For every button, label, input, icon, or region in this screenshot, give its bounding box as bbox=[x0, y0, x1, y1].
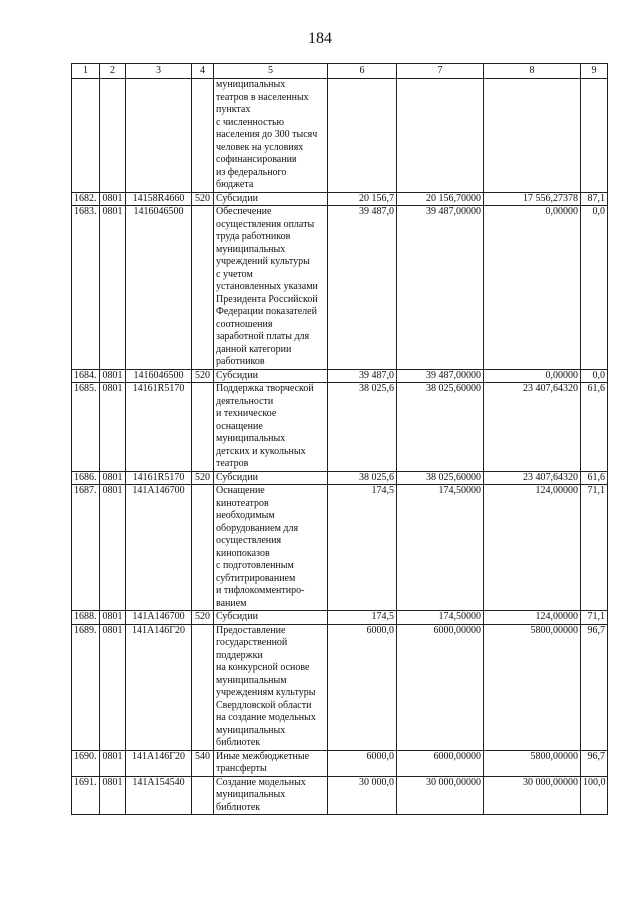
target-article-cell bbox=[126, 79, 192, 193]
expense-type-cell: 520 bbox=[192, 369, 214, 383]
executed-amount-cell: 23 407,64320 bbox=[484, 383, 581, 472]
expense-type-cell bbox=[192, 206, 214, 370]
header-row bbox=[72, 64, 608, 79]
header-cell: 3 bbox=[126, 64, 192, 79]
execution-percent-cell: 96,7 bbox=[581, 624, 608, 750]
planned-amount-cell bbox=[397, 79, 484, 193]
section-code-cell: 0801 bbox=[100, 471, 126, 485]
header-cell: 4 bbox=[192, 64, 214, 79]
approved-amount-cell: 174,5 bbox=[328, 611, 397, 625]
execution-percent-cell: 87,1 bbox=[581, 192, 608, 206]
target-article-cell: 14158R4660 bbox=[126, 192, 192, 206]
item-name-cell: Иные межбюджетные трансферты bbox=[214, 750, 328, 776]
approved-amount-cell: 20 156,7 bbox=[328, 192, 397, 206]
header-cell: 7 bbox=[397, 64, 484, 79]
row-number-cell: 1682. bbox=[72, 192, 100, 206]
header-cell: 8 bbox=[484, 64, 581, 79]
item-name-cell: Субсидии bbox=[214, 192, 328, 206]
planned-amount-cell: 38 025,60000 bbox=[397, 471, 484, 485]
planned-amount-cell: 38 025,60000 bbox=[397, 383, 484, 472]
row-number-cell: 1686. bbox=[72, 471, 100, 485]
section-code-cell: 0801 bbox=[100, 776, 126, 815]
header-cell: 2 bbox=[100, 64, 126, 79]
planned-amount-cell: 174,50000 bbox=[397, 611, 484, 625]
item-name-cell: Предоставление государственной поддержки на конкурсной основе муниципальным учреждениям культуры Свердловской области на создание модельных муниципальных библиотек bbox=[214, 624, 328, 750]
item-name-cell: Обеспечение осуществления оплаты труда работников муниципальных учреждений культуры с учетом установленных указами Президента Российской Федерации показателей соотношения заработной платы для данной категории работников bbox=[214, 206, 328, 370]
execution-percent-cell: 71,1 bbox=[581, 611, 608, 625]
table-row bbox=[72, 485, 608, 611]
planned-amount-cell: 39 487,00000 bbox=[397, 206, 484, 370]
table-row bbox=[72, 624, 608, 750]
row-number-cell bbox=[72, 79, 100, 193]
target-article-cell: 141A146700 bbox=[126, 485, 192, 611]
table-row bbox=[72, 206, 608, 370]
item-name-cell: Субсидии bbox=[214, 611, 328, 625]
executed-amount-cell: 0,00000 bbox=[484, 369, 581, 383]
execution-percent-cell bbox=[581, 79, 608, 193]
item-name-cell: Субсидии bbox=[214, 471, 328, 485]
section-code-cell: 0801 bbox=[100, 611, 126, 625]
execution-percent-cell: 0,0 bbox=[581, 369, 608, 383]
item-name-cell: Поддержка творческой деятельности и техническое оснащение муниципальных детских и кукольных театров bbox=[214, 383, 328, 472]
expense-type-cell: 520 bbox=[192, 611, 214, 625]
planned-amount-cell: 6000,00000 bbox=[397, 624, 484, 750]
row-number-cell: 1683. bbox=[72, 206, 100, 370]
table-row bbox=[72, 383, 608, 472]
table-row bbox=[72, 611, 608, 625]
executed-amount-cell: 5800,00000 bbox=[484, 624, 581, 750]
expense-type-cell bbox=[192, 383, 214, 472]
section-code-cell bbox=[100, 79, 126, 193]
table-body bbox=[72, 79, 608, 815]
execution-percent-cell: 100,0 bbox=[581, 776, 608, 815]
approved-amount-cell bbox=[328, 79, 397, 193]
section-code-cell: 0801 bbox=[100, 485, 126, 611]
expense-type-cell bbox=[192, 79, 214, 193]
expense-type-cell: 540 bbox=[192, 750, 214, 776]
section-code-cell: 0801 bbox=[100, 750, 126, 776]
executed-amount-cell: 17 556,27378 bbox=[484, 192, 581, 206]
approved-amount-cell: 174,5 bbox=[328, 485, 397, 611]
target-article-cell: 141A154540 bbox=[126, 776, 192, 815]
header-cell: 5 bbox=[214, 64, 328, 79]
target-article-cell: 14161R5170 bbox=[126, 471, 192, 485]
row-number-cell: 1685. bbox=[72, 383, 100, 472]
executed-amount-cell: 30 000,00000 bbox=[484, 776, 581, 815]
target-article-cell: 1416046500 bbox=[126, 369, 192, 383]
approved-amount-cell: 39 487,0 bbox=[328, 369, 397, 383]
expense-type-cell: 520 bbox=[192, 192, 214, 206]
target-article-cell: 141A146Г20 bbox=[126, 750, 192, 776]
item-name-cell: Создание модельных муниципальных библиотек bbox=[214, 776, 328, 815]
row-number-cell: 1689. bbox=[72, 624, 100, 750]
table-row bbox=[72, 750, 608, 776]
row-number-cell: 1691. bbox=[72, 776, 100, 815]
section-code-cell: 0801 bbox=[100, 383, 126, 472]
execution-percent-cell: 0,0 bbox=[581, 206, 608, 370]
expense-type-cell bbox=[192, 485, 214, 611]
planned-amount-cell: 30 000,00000 bbox=[397, 776, 484, 815]
item-name-cell: Субсидии bbox=[214, 369, 328, 383]
row-number-cell: 1690. bbox=[72, 750, 100, 776]
executed-amount-cell: 5800,00000 bbox=[484, 750, 581, 776]
section-code-cell: 0801 bbox=[100, 624, 126, 750]
execution-percent-cell: 61,6 bbox=[581, 383, 608, 472]
header-cell: 6 bbox=[328, 64, 397, 79]
table-row bbox=[72, 369, 608, 383]
header-cell: 9 bbox=[581, 64, 608, 79]
executed-amount-cell: 0,00000 bbox=[484, 206, 581, 370]
header-cell: 1 bbox=[72, 64, 100, 79]
approved-amount-cell: 6000,0 bbox=[328, 624, 397, 750]
row-number-cell: 1688. bbox=[72, 611, 100, 625]
table-row bbox=[72, 192, 608, 206]
page-number: 184 bbox=[308, 30, 332, 47]
item-name-cell: муниципальных театров в населенных пунктах с численностью населения до 300 тысяч человек на условиях софинансирования из федерального бюджета bbox=[214, 79, 328, 193]
row-number-cell: 1687. bbox=[72, 485, 100, 611]
approved-amount-cell: 39 487,0 bbox=[328, 206, 397, 370]
execution-percent-cell: 96,7 bbox=[581, 750, 608, 776]
executed-amount-cell: 124,00000 bbox=[484, 611, 581, 625]
expense-type-cell bbox=[192, 624, 214, 750]
executed-amount-cell: 23 407,64320 bbox=[484, 471, 581, 485]
target-article-cell: 141A146Г20 bbox=[126, 624, 192, 750]
execution-percent-cell: 61,6 bbox=[581, 471, 608, 485]
executed-amount-cell bbox=[484, 79, 581, 193]
approved-amount-cell: 38 025,6 bbox=[328, 383, 397, 472]
target-article-cell: 141A146700 bbox=[126, 611, 192, 625]
planned-amount-cell: 20 156,70000 bbox=[397, 192, 484, 206]
planned-amount-cell: 39 487,00000 bbox=[397, 369, 484, 383]
approved-amount-cell: 30 000,0 bbox=[328, 776, 397, 815]
approved-amount-cell: 38 025,6 bbox=[328, 471, 397, 485]
planned-amount-cell: 174,50000 bbox=[397, 485, 484, 611]
table-row bbox=[72, 776, 608, 815]
planned-amount-cell: 6000,00000 bbox=[397, 750, 484, 776]
target-article-cell: 1416046500 bbox=[126, 206, 192, 370]
table-row bbox=[72, 471, 608, 485]
section-code-cell: 0801 bbox=[100, 206, 126, 370]
item-name-cell: Оснащение кинотеатров необходимым оборудованием для осуществления кинопоказов с подготовленным субтитрированием и тифлокомментиро- ванием bbox=[214, 485, 328, 611]
budget-table bbox=[71, 63, 608, 815]
table-row bbox=[72, 79, 608, 193]
executed-amount-cell: 124,00000 bbox=[484, 485, 581, 611]
execution-percent-cell: 71,1 bbox=[581, 485, 608, 611]
row-number-cell: 1684. bbox=[72, 369, 100, 383]
expense-type-cell: 520 bbox=[192, 471, 214, 485]
target-article-cell: 14161R5170 bbox=[126, 383, 192, 472]
approved-amount-cell: 6000,0 bbox=[328, 750, 397, 776]
expense-type-cell bbox=[192, 776, 214, 815]
section-code-cell: 0801 bbox=[100, 192, 126, 206]
section-code-cell: 0801 bbox=[100, 369, 126, 383]
